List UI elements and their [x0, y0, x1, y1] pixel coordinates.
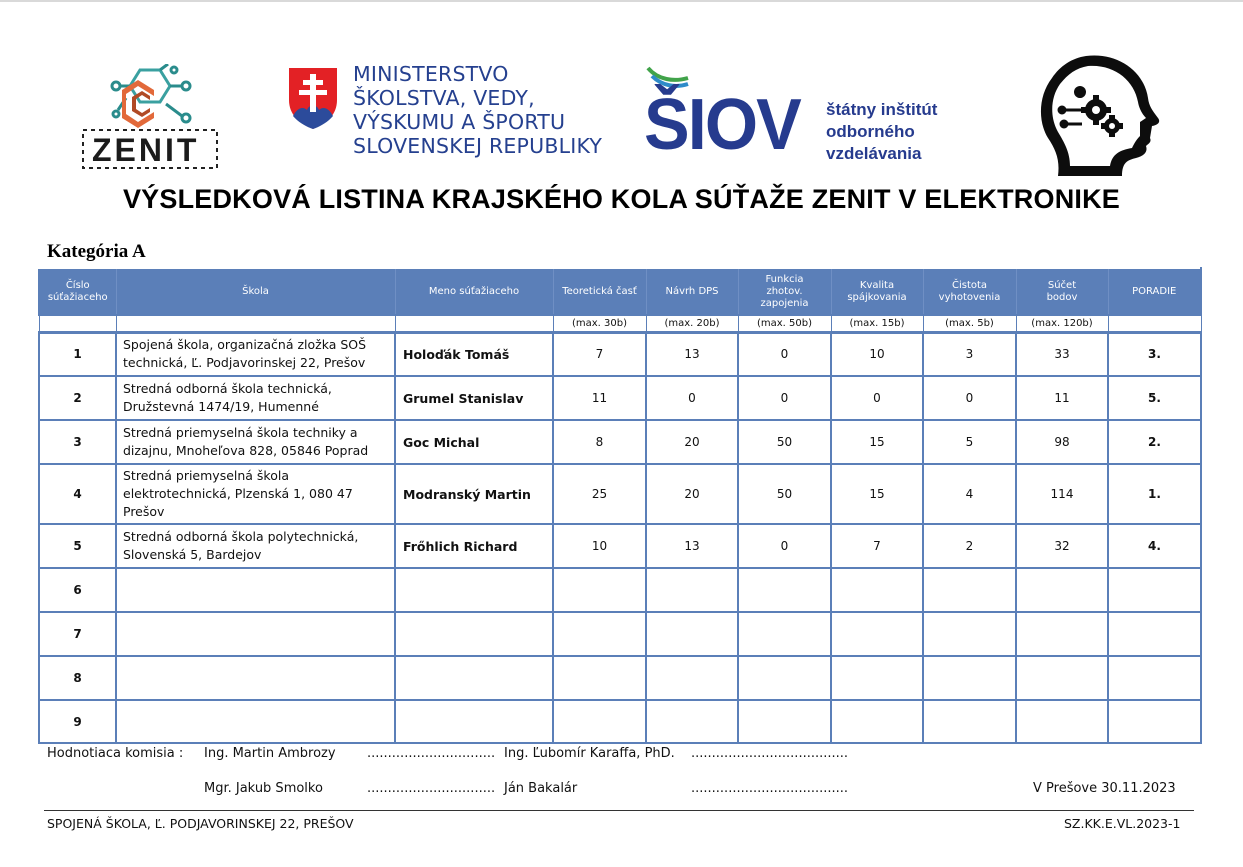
cell-cleanliness: [923, 656, 1016, 700]
table-row: [39, 656, 1201, 700]
cell-total: 32: [1016, 524, 1108, 568]
school-line: technická, Ľ. Podjavorinskej 22, Prešov: [123, 355, 366, 371]
place-date: V Prešove 30.11.2023: [1033, 781, 1176, 796]
max-points-cell: [39, 315, 116, 332]
cell-rank: [1108, 612, 1201, 656]
cell-theory: 10: [553, 524, 646, 568]
cell-number: 2: [39, 376, 116, 420]
cell-function: [738, 568, 831, 612]
committee-member: Ján Bakalár: [504, 781, 578, 796]
cell-cleanliness: 3: [923, 332, 1016, 376]
school-line: Stredná priemyselná škola: [123, 468, 290, 483]
cell-rank: 5.: [1108, 376, 1201, 420]
cell-school: [116, 376, 395, 420]
cell-cleanliness: 0: [923, 376, 1016, 420]
table-row: [39, 524, 1201, 568]
cell-rank: 2.: [1108, 420, 1201, 464]
ministry-line: VÝSKUMU A ŠPORTU: [353, 110, 566, 134]
cell-number: 9: [39, 700, 116, 743]
cell-total: [1016, 612, 1108, 656]
cell-total: 114: [1016, 464, 1108, 524]
max-points-cell: (max. 30b): [553, 315, 646, 332]
cell-function: 0: [738, 524, 831, 568]
cell-function: [738, 656, 831, 700]
signature-line: ...............................: [367, 746, 496, 761]
max-points-cell: (max. 50b): [738, 315, 831, 332]
ministry-line: SLOVENSKEJ REPUBLIKY: [353, 134, 603, 158]
cell-school: [116, 332, 395, 376]
cell-school: [116, 700, 395, 743]
cell-number: 4: [39, 464, 116, 524]
page-title: VÝSLEDKOVÁ LISTINA KRAJSKÉHO KOLA SÚŤAŽE ZENIT V ELEKTRONIKE: [122, 184, 1121, 214]
cell-cleanliness: [923, 612, 1016, 656]
results-table: [38, 267, 1202, 744]
column-header-rank: PORADIE: [1108, 268, 1201, 315]
footer-code: SZ.KK.E.VL.2023-1: [1064, 816, 1181, 831]
school-line: Slovenská 5, Bardejov: [123, 547, 262, 562]
siov-subtitle: [826, 99, 937, 165]
cell-function: [738, 612, 831, 656]
cell-pcb: 20: [646, 420, 738, 464]
column-header-name: Meno súťažiaceho: [395, 268, 553, 315]
cell-cleanliness: [923, 568, 1016, 612]
signature-line: ......................................: [691, 746, 849, 761]
cell-function: 50: [738, 420, 831, 464]
siov-line: štátny inštitút: [826, 100, 938, 119]
siov-wordmark: ŠIOV: [644, 85, 800, 165]
school-line: Družstevná 1474/19, Humenné: [123, 399, 319, 414]
cell-theory: 7: [553, 332, 646, 376]
cell-function: 50: [738, 464, 831, 524]
cell-school: [116, 524, 395, 568]
cell-pcb: [646, 700, 738, 743]
cell-number: 1: [39, 332, 116, 376]
cell-pcb: 13: [646, 524, 738, 568]
school-line: elektrotechnická, Plzenská 1, 080 47: [123, 486, 353, 501]
cell-name: Frőhlich Richard: [395, 524, 553, 568]
cell-rank: [1108, 656, 1201, 700]
ministry-text: [353, 62, 602, 158]
cell-function: 0: [738, 332, 831, 376]
max-points-cell: [395, 315, 553, 332]
committee-member: Mgr. Jakub Smolko: [204, 781, 323, 796]
cell-function: [738, 700, 831, 743]
max-points-cell: (max. 20b): [646, 315, 738, 332]
cell-name: Holoďák Tomáš: [395, 332, 553, 376]
table-header-row: [39, 268, 1201, 315]
cell-cleanliness: 4: [923, 464, 1016, 524]
table-row: [39, 568, 1201, 612]
cell-name: [395, 568, 553, 612]
cell-total: [1016, 568, 1108, 612]
cell-name: [395, 700, 553, 743]
zenit-logo: [82, 64, 218, 170]
cell-number: 3: [39, 420, 116, 464]
siov-line: odborného: [826, 122, 915, 141]
school-line: Prešov: [123, 504, 165, 519]
cell-rank: 1.: [1108, 464, 1201, 524]
cell-theory: 11: [553, 376, 646, 420]
ministry-line: MINISTERSTVO: [353, 62, 509, 86]
cell-soldering: 15: [831, 420, 923, 464]
table-row: [39, 376, 1201, 420]
cell-rank: [1108, 568, 1201, 612]
column-header-pcb: Návrh DPS: [646, 268, 738, 315]
cell-cleanliness: 2: [923, 524, 1016, 568]
cell-total: [1016, 656, 1108, 700]
signature-line: ...............................: [367, 781, 496, 796]
column-header-function: Funkcia zhotov. zapojenia: [738, 268, 831, 315]
committee-label: Hodnotiaca komisia :: [47, 746, 184, 761]
cell-soldering: [831, 700, 923, 743]
cell-rank: 4.: [1108, 524, 1201, 568]
ministry-line: ŠKOLSTVA, VEDY,: [353, 86, 535, 110]
siov-line: vzdelávania: [826, 144, 922, 163]
column-header-total: Súčet bodov: [1016, 268, 1108, 315]
cell-name: [395, 656, 553, 700]
cell-theory: [553, 700, 646, 743]
cell-name: Modranský Martin: [395, 464, 553, 524]
cell-school: [116, 568, 395, 612]
cell-theory: [553, 656, 646, 700]
max-points-cell: (max. 5b): [923, 315, 1016, 332]
max-points-row: [39, 315, 1201, 332]
cell-pcb: [646, 568, 738, 612]
cell-theory: 8: [553, 420, 646, 464]
max-points-cell: (max. 120b): [1016, 315, 1108, 332]
cell-school: [116, 612, 395, 656]
table-row: [39, 464, 1201, 524]
cell-soldering: 0: [831, 376, 923, 420]
cell-cleanliness: 5: [923, 420, 1016, 464]
slovak-coat-of-arms-icon: [287, 66, 339, 130]
cell-soldering: [831, 656, 923, 700]
cell-total: 33: [1016, 332, 1108, 376]
school-line: Stredná priemyselná škola techniky a: [123, 425, 358, 440]
column-header-cleanliness: Čistota vyhotovenia: [923, 268, 1016, 315]
cell-theory: [553, 612, 646, 656]
cell-school: [116, 464, 395, 524]
cell-number: 8: [39, 656, 116, 700]
cell-soldering: 10: [831, 332, 923, 376]
cell-number: 5: [39, 524, 116, 568]
cell-rank: 3.: [1108, 332, 1201, 376]
siov-logo: [644, 64, 954, 168]
head-gears-logo: [1036, 52, 1168, 180]
cell-pcb: 20: [646, 464, 738, 524]
cell-total: [1016, 700, 1108, 743]
cell-cleanliness: [923, 700, 1016, 743]
footer-school: SPOJENÁ ŠKOLA, Ľ. PODJAVORINSKEJ 22, PREŠOV: [47, 816, 354, 831]
column-header-number: Číslo súťažiaceho: [39, 268, 116, 315]
column-header-theory: Teoretická časť: [553, 268, 646, 315]
school-line: Stredná odborná škola technická,: [123, 381, 332, 396]
top-border: [0, 0, 1243, 2]
committee-member: Ing. Ľubomír Karaffa, PhD.: [504, 746, 675, 761]
cell-total: 11: [1016, 376, 1108, 420]
school-line: Stredná odborná škola polytechnická,: [123, 529, 359, 544]
cell-school: [116, 656, 395, 700]
cell-total: 98: [1016, 420, 1108, 464]
table-row: [39, 700, 1201, 743]
cell-name: [395, 612, 553, 656]
cell-number: 7: [39, 612, 116, 656]
cell-pcb: 0: [646, 376, 738, 420]
cell-name: Goc Michal: [395, 420, 553, 464]
ministry-logo: [287, 62, 617, 166]
cell-soldering: 15: [831, 464, 923, 524]
cell-name: Grumel Stanislav: [395, 376, 553, 420]
cell-pcb: [646, 612, 738, 656]
school-line: dizajnu, Mnoheľova 828, 05846 Poprad: [123, 443, 369, 458]
table-row: [39, 420, 1201, 464]
max-points-cell: [116, 315, 395, 332]
zenit-logo-text: ZENIT: [92, 132, 200, 168]
cell-soldering: [831, 612, 923, 656]
school-line: Spojená škola, organizačná zložka SOŠ: [123, 337, 367, 353]
cell-pcb: 13: [646, 332, 738, 376]
column-header-school: Škola: [116, 268, 395, 315]
signature-line: ......................................: [691, 781, 849, 796]
cell-theory: 25: [553, 464, 646, 524]
max-points-cell: [1108, 315, 1201, 332]
cell-number: 6: [39, 568, 116, 612]
footer-divider: [44, 810, 1194, 811]
max-points-cell: (max. 15b): [831, 315, 923, 332]
cell-pcb: [646, 656, 738, 700]
cell-soldering: 7: [831, 524, 923, 568]
head-gears-icon: [1036, 52, 1168, 180]
committee-member: Ing. Martin Ambrozy: [204, 746, 336, 761]
cell-rank: [1108, 700, 1201, 743]
table-row: [39, 332, 1201, 376]
cell-soldering: [831, 568, 923, 612]
column-header-soldering: Kvalita spájkovania: [831, 268, 923, 315]
cell-function: 0: [738, 376, 831, 420]
cell-theory: [553, 568, 646, 612]
table-row: [39, 612, 1201, 656]
category-label: Kategória A: [47, 241, 146, 262]
cell-school: [116, 420, 395, 464]
